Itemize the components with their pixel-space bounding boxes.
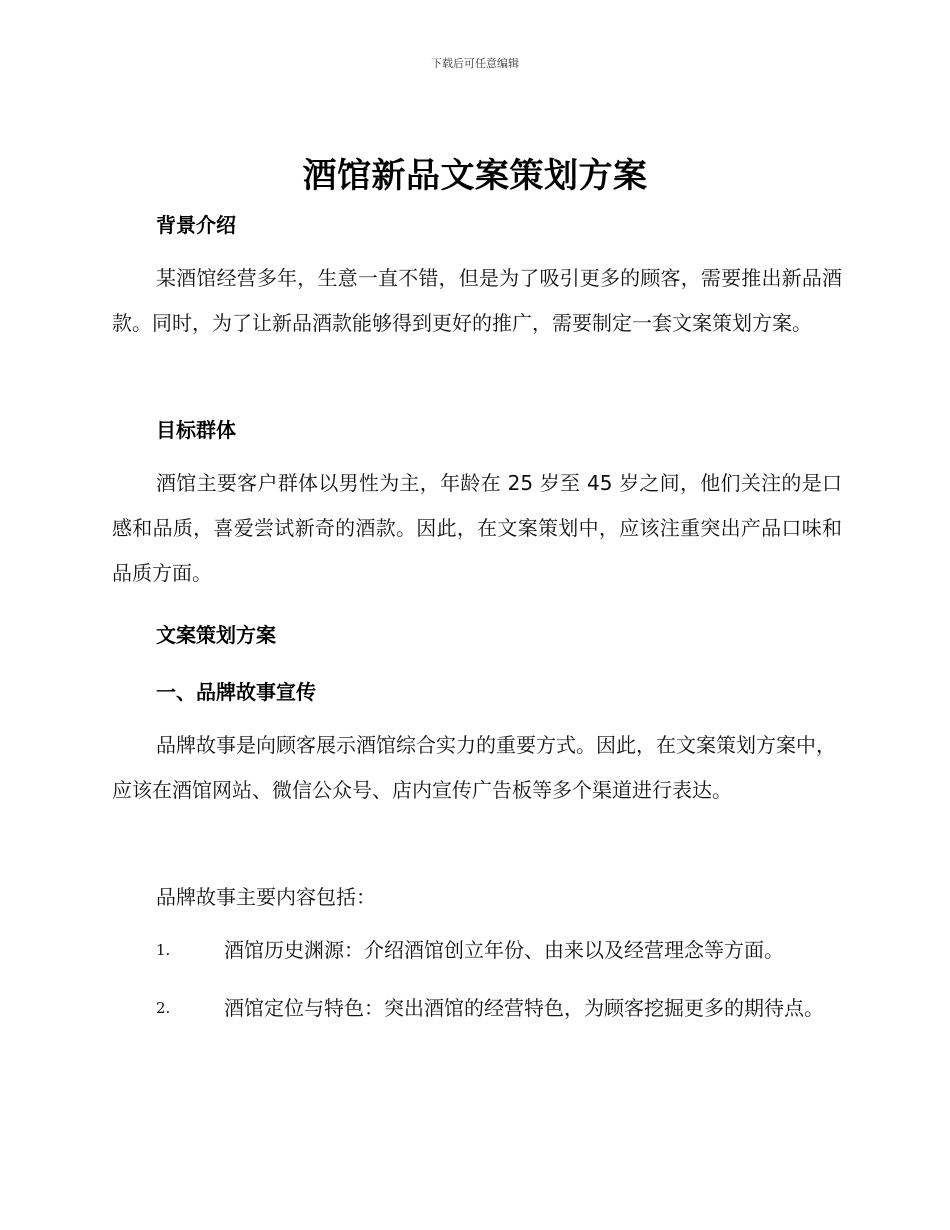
list-item (112, 924, 842, 976)
section-heading-audience: 目标群体 (156, 418, 236, 442)
list-item-text: 酒馆定位与特色：突出酒馆的经营特色，为顾客挖掘更多的期待点。 (224, 996, 824, 1020)
section-heading-plan: 文案策划方案 (156, 623, 276, 647)
paragraph-background: 某酒馆经营多年，生意一直不错，但是为了吸引更多的顾客，需要推出新品酒款。同时，为了让新品酒款能够得到更好的推广，需要制定一套文案策划方案。 (112, 266, 842, 335)
paragraph-brand-story: 品牌故事是向顾客展示酒馆综合实力的重要方式。因此，在文案策划方案中，应该在酒馆网站、微信公众号、店内宣传广告板等多个渠道进行表达。 (112, 733, 836, 802)
list-item-text: 酒馆历史渊源：介绍酒馆创立年份、由来以及经营理念等方面。 (224, 938, 784, 962)
list-item-number: 1. (156, 941, 171, 959)
section-heading-brand-story: 一、品牌故事宣传 (156, 680, 316, 704)
paragraph-audience: 酒馆主要客户群体以男性为主，年龄在 25 岁至 45 岁之间，他们关注的是口感和品质，喜爱尝试新奇的酒款。因此，在文案策划中，应该注重突出产品口味和品质方面。 (112, 471, 842, 585)
list-item (112, 982, 842, 1034)
section-heading-background: 背景介绍 (156, 213, 236, 237)
document-title: 酒馆新品文案策划方案 (302, 156, 648, 196)
list-intro: 品牌故事主要内容包括： (156, 885, 376, 909)
header-note: 下载后可任意编辑 (431, 57, 519, 70)
list-item-number: 2. (156, 999, 171, 1017)
